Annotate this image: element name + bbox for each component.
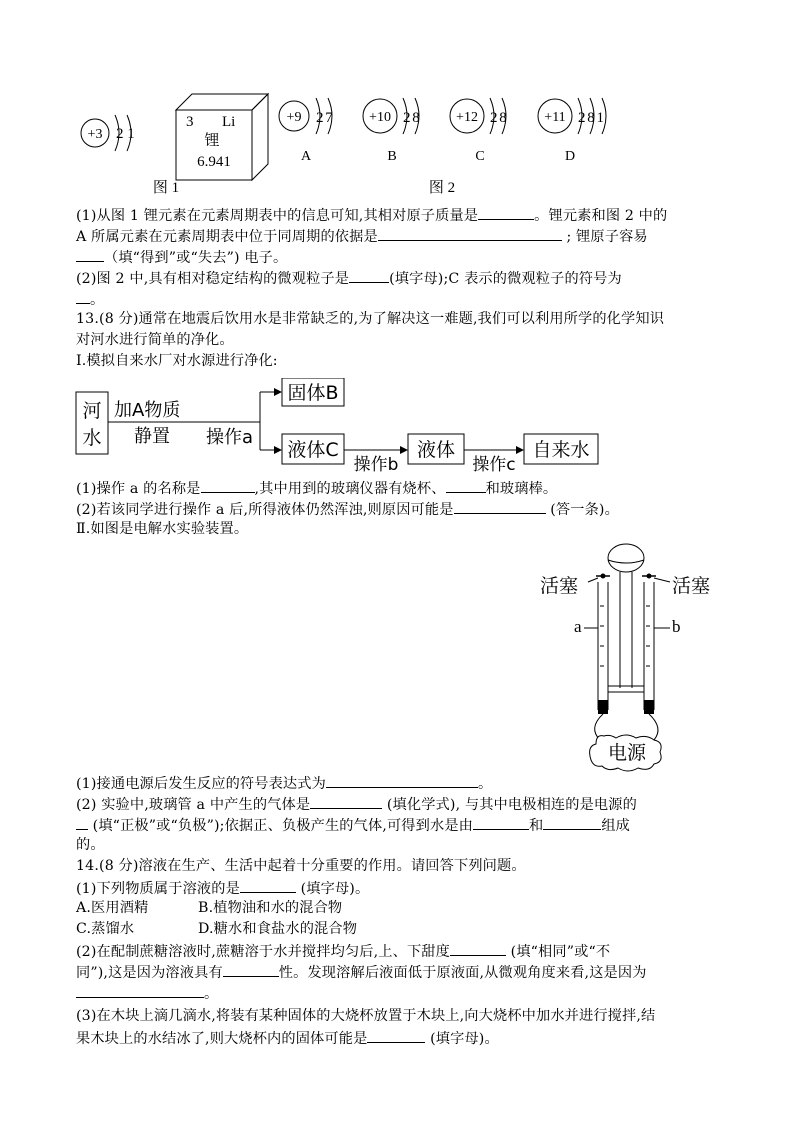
q13-ii2-line2: (填“正极”或“负极”);依据正、负极产生的气体,可得到水是由 和 组成 [76,815,722,835]
option-a[interactable]: A.医用酒精 [76,900,149,916]
svg-text:2 8: 2 8 [490,110,506,126]
flow-op-a: 操作a [206,427,254,448]
q13-ii1: (1)接通电源后发生反应的符号表达式为 。 [76,773,722,793]
q13-ii2-line3: 的。 [76,837,105,853]
flow-op-b: 操作b [353,455,399,474]
flow-step1: 加A物质 [114,400,181,421]
q14-p3-line2: 果木块上的水结冰了,则大烧杯内的固体可能是 (填字母)。 [76,1028,722,1048]
particle-a-diagram [279,98,333,164]
answer-blank[interactable] [223,962,279,977]
flow-op-c: 操作c [472,455,516,474]
li-shells: 2 1 [116,126,135,142]
element-mass: 6.941 [197,154,231,170]
fig1-caption: 图 1 [152,180,180,196]
flow-tap-water: 自来水 [532,439,590,461]
q12-part2-line2: 。 [76,289,722,309]
q14-p3-line1: (3)在木块上滴几滴水,将装有某种固体的大烧杯放置于木块上,向大烧杯中加水并进行搅拌,结 [76,1008,656,1024]
flow-solid: 固体B [287,382,339,404]
q13-part1-heading: Ⅰ.模拟自来水厂对水源进行净化: [76,353,278,369]
svg-text:2 8 1: 2 8 1 [578,110,603,126]
element-symbol: Li [222,114,236,130]
li-atom-diagram [81,115,135,151]
answer-blank[interactable] [378,226,562,241]
q13-i2: (2)若该同学进行操作 a 后,所得液体仍然浑浊,则原因可能是 (答一条)。 [76,499,722,519]
svg-text:+11: +11 [544,110,566,125]
flow-liquid: 液体 [416,439,456,461]
svg-text:2 7: 2 7 [316,110,332,126]
flow-river-bottom: 水 [82,427,102,449]
answer-blank[interactable] [367,1028,425,1043]
q12-part2-line1: (2)图 2 中,具有相对稳定结构的微观粒子是 (填字母);C 表示的微观粒子的符号为 [76,268,722,288]
q12-part1-line3: （填“得到”或“失去”) 电子。 [76,247,722,267]
answer-blank[interactable] [454,499,546,514]
q12-part1-line2: A 所属元素在元素周期表中位于同周期的依据是 ; 锂原子容易 [76,226,722,246]
svg-text:+9: +9 [286,110,302,125]
answer-blank[interactable] [446,478,486,493]
q14-p2-line1: (2)在配制蔗糖溶液时,蔗糖溶于水并搅拌均匀后,上、下甜度 (填“相同”或“不 [76,941,722,961]
tube-a-label: a [574,617,582,636]
answer-blank[interactable] [326,773,478,788]
atom-structure-figures [70,80,630,198]
answer-blank[interactable] [240,878,296,893]
element-number: 3 [186,114,194,130]
q13-ii2-line1: (2) 实验中,玻璃管 a 中产生的气体是 (填化学式), 与其中电极相连的是电源的 [76,794,722,814]
q13-part2-heading: Ⅱ.如图是电解水实验装置。 [76,521,249,537]
particle-c-diagram [450,98,506,164]
answer-blank[interactable] [543,815,601,830]
answer-blank[interactable] [310,794,382,809]
answer-blank[interactable] [478,205,534,220]
li-nucleus: +3 [87,127,103,142]
valve-right-label: 活塞 [672,576,711,597]
q14-p2-line2: 同”),这是因为溶液具有 性。发现溶解后液面低于原液面,从微观角度来看,这是因为 [76,962,722,982]
answer-blank[interactable] [473,815,529,830]
electrolysis-apparatus [538,536,728,772]
particle-label-d: D [564,149,576,164]
flow-step1b: 静置 [134,426,170,447]
q13-title: 13.(8 分)通常在地震后饮用水是非常缺乏的,为了解决这一难题,我们可以利用所学的化学知识 [76,311,665,327]
particle-label-c: C [475,149,485,164]
fig2-caption: 图 2 [428,180,456,196]
tube-b-label: b [672,617,681,636]
svg-text:+10: +10 [369,110,391,125]
power-source-label: 电源 [607,743,647,764]
q12-part1-line1: (1)从图 1 锂元素在元素周期表中的信息可知,其相对原子质量是 。锂元素和图 2 中的 [76,205,722,225]
option-c[interactable]: C.蒸馏水 [76,921,135,937]
q14-title: 14.(8 分)溶液在生产、生活中起着十分重要的作用。请回答下列问题。 [76,858,526,874]
answer-blank[interactable] [76,289,90,304]
answer-blank[interactable] [76,815,88,830]
option-d[interactable]: D.糖水和食盐水的混合物 [198,921,358,937]
flow-liquid-c: 液体C [287,439,339,461]
lithium-element-card [176,94,268,180]
particle-label-a: A [300,149,312,164]
q14-p1: (1)下列物质属于溶液的是 (填字母)。 [76,878,722,898]
svg-text:+12: +12 [456,110,478,125]
element-name: 锂 [204,133,220,149]
particle-b-diagram [363,98,419,164]
answer-blank[interactable] [201,478,255,493]
q14-options-ab [76,899,722,917]
svg-text:2 8: 2 8 [403,110,419,126]
valve-left-label: 活塞 [540,576,579,597]
particle-label-b: B [387,149,397,164]
water-purification-flow [74,378,604,474]
answer-blank[interactable] [349,268,389,283]
q14-options-cd [76,920,722,938]
answer-blank[interactable] [450,941,506,956]
answer-blank[interactable] [76,247,104,262]
q13-title-cont: 对河水进行简单的净化。 [76,332,234,348]
option-b[interactable]: B.植物油和水的混合物 [198,900,343,916]
answer-blank[interactable] [76,983,204,998]
particle-d-diagram [538,98,606,164]
q13-i1: (1)操作 a 的名称是 ,其中用到的玻璃仪器有烧杯、 和玻璃棒。 [76,478,722,498]
q14-p2-line3: 。 [76,983,722,1003]
flow-river-top: 河 [82,400,102,422]
